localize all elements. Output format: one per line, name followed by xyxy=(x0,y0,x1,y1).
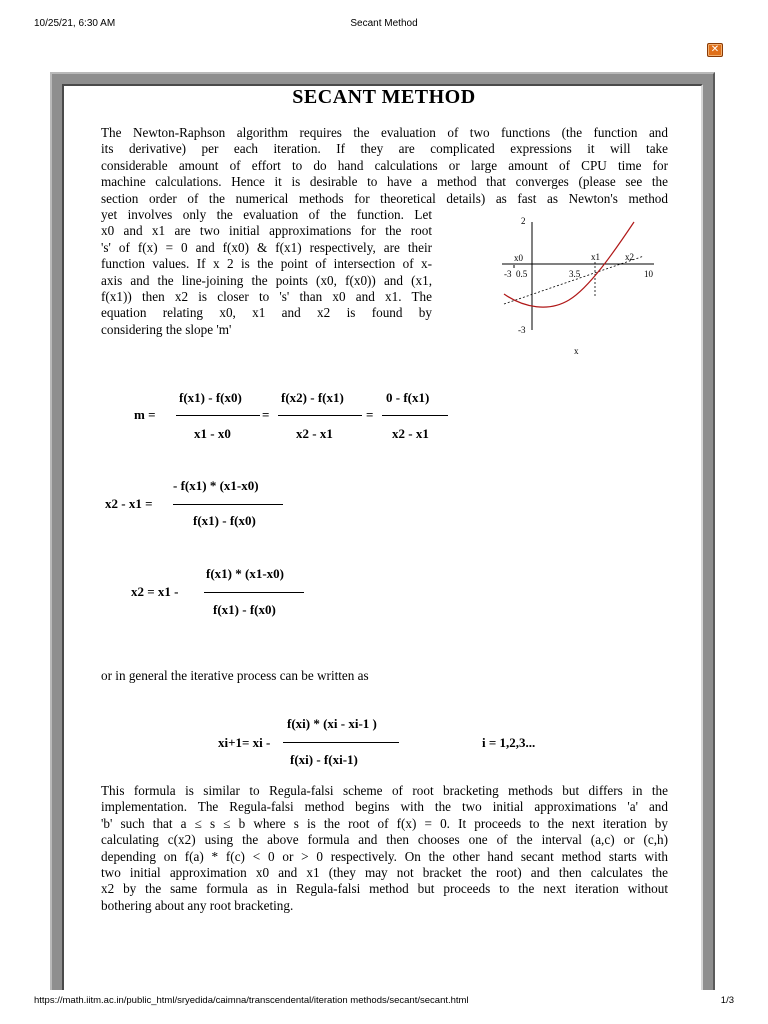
closing-line: x2 by the same formula as in Regula-falsi method but proceeds to the next iteration without xyxy=(101,881,668,897)
eq1-m-label: m = xyxy=(134,407,156,422)
graph-x-caption: x xyxy=(574,346,579,356)
intro-line: considerable amount of effort to do hand calculations or large amount of CPU time for xyxy=(101,157,668,173)
wrap-line: yet involves only the evaluation of the function. Let xyxy=(101,207,432,222)
graph-x0-tick-label: 0.5 xyxy=(516,269,528,279)
wrap-line: x0 and x1 are two initial approximations for the root xyxy=(101,223,432,239)
eq1-equals-1: = xyxy=(262,407,270,422)
page-heading: SECANT METHOD xyxy=(292,86,476,108)
eq1-fraction-bar-2 xyxy=(278,415,362,416)
print-datetime: 10/25/21, 6:30 AM xyxy=(34,18,116,29)
close-button[interactable] xyxy=(707,43,723,57)
graph-x-right-label: 10 xyxy=(644,269,653,279)
intro-line: its derivative) per each iteration. If they are complicated expressions it will take xyxy=(101,141,668,157)
eq1-denominator-2: x2 - x1 xyxy=(296,426,333,441)
eq2-numerator: - f(x1) * (x1-x0) xyxy=(173,478,259,493)
graph-x1-label: x1 xyxy=(591,252,600,262)
page-number: 1/3 xyxy=(720,995,734,1006)
eq4-fraction-bar xyxy=(283,742,399,743)
secant-graph xyxy=(494,212,664,362)
eq2-denominator: f(x1) - f(x0) xyxy=(193,513,256,528)
wrap-line: function values. If x 2 is the point of intersection of x- xyxy=(101,256,432,272)
eq4-lhs: xi+1= xi - xyxy=(218,735,271,750)
eq3-denominator: f(x1) - f(x0) xyxy=(213,602,276,617)
intro-line: machine calculations. Hence it is desirable to have a method that converges (please see the xyxy=(101,174,668,190)
closing-line: two initial approximation x0 and x1 (they may not bracket the root) and then calculates the xyxy=(101,865,668,881)
graph-y-bottom-label: -3 xyxy=(518,325,526,335)
eq1-denominator-3: x2 - x1 xyxy=(392,426,429,441)
eq1-denominator-1: x1 - x0 xyxy=(194,426,231,441)
intro-paragraph xyxy=(101,125,668,207)
eq4-denominator: f(xi) - f(xi-1) xyxy=(290,752,358,767)
wrap-line: 's' of f(x) = 0 and f(x0) & f(x1) respectively, are their xyxy=(101,239,432,255)
graph-curve xyxy=(504,222,634,307)
intro-line: The Newton-Raphson algorithm requires the evaluation of two functions (the function and xyxy=(101,125,668,140)
closing-line: implementation. The Regula-falsi method begins with the two initial approximations 'a' and xyxy=(101,799,668,815)
graph-x0-label: x0 xyxy=(514,253,523,263)
eq1-numerator-2: f(x2) - f(x1) xyxy=(281,390,344,405)
closing-line: bothering about any root bracketing. xyxy=(101,897,294,913)
eq1-numerator-3: 0 - f(x1) xyxy=(386,390,430,405)
graph-x-left-label: -3 xyxy=(504,269,512,279)
closing-line: This formula is similar to Regula-falsi scheme of root bracketing methods but differs in the xyxy=(101,783,668,798)
wrap-line: f(x1)) then x2 is closer to 's' than x0 and x1. The xyxy=(101,289,432,305)
eq4-numerator: f(xi) * (xi - xi-1 ) xyxy=(287,716,377,731)
closing-line: depending on f(a) * f(c) < 0 or > 0 respectively. On the other hand secant method starts with xyxy=(101,848,668,864)
closing-line: calculating c(x2) using the above formula and then chooses one of the interval (a,c) or (c,h) xyxy=(101,832,668,848)
eq1-numerator-1: f(x1) - f(x0) xyxy=(179,390,242,405)
eq3-fraction-bar xyxy=(204,592,304,593)
eq2-lhs: x2 - x1 = xyxy=(105,496,153,511)
general-text: or in general the iterative process can be written as xyxy=(101,668,369,683)
eq3-lhs: x2 = x1 - xyxy=(131,584,179,599)
wrap-line: axis and the line-joining the points (x0, f(x0)) and (x1, xyxy=(101,272,432,288)
intro-line: section order of the numerical methods for theoretical details) as fast as Newton's method xyxy=(101,190,668,206)
graph-y-top-label: 2 xyxy=(521,216,526,226)
print-title: Secant Method xyxy=(350,18,418,29)
graph-x-mid-label: 3.5 xyxy=(569,269,581,279)
wrapped-paragraph xyxy=(101,207,432,338)
graph-x2-label: x2 xyxy=(625,252,634,262)
eq1-fraction-bar-1 xyxy=(176,415,260,416)
eq1-fraction-bar-3 xyxy=(382,415,448,416)
print-url: https://math.iitm.ac.in/public_html/sryedida/caimna/transcendental/iteration methods/secant/secant.html xyxy=(34,995,469,1006)
closing-paragraph xyxy=(101,783,668,914)
wrap-line: considering the slope 'm' xyxy=(101,321,232,337)
eq3-numerator: f(x1) * (x1-x0) xyxy=(206,566,284,581)
closing-line: 'b' such that a ≤ s ≤ b where s is the root of f(x) = 0. It proceeds to the next iteration by xyxy=(101,815,668,831)
eq2-fraction-bar xyxy=(173,504,283,505)
eq4-range: i = 1,2,3... xyxy=(482,735,536,750)
eq1-equals-2: = xyxy=(366,407,374,422)
close-icon: ✕ xyxy=(710,44,720,55)
wrap-line: equation relating x0, x1 and x2 is found by xyxy=(101,305,432,321)
